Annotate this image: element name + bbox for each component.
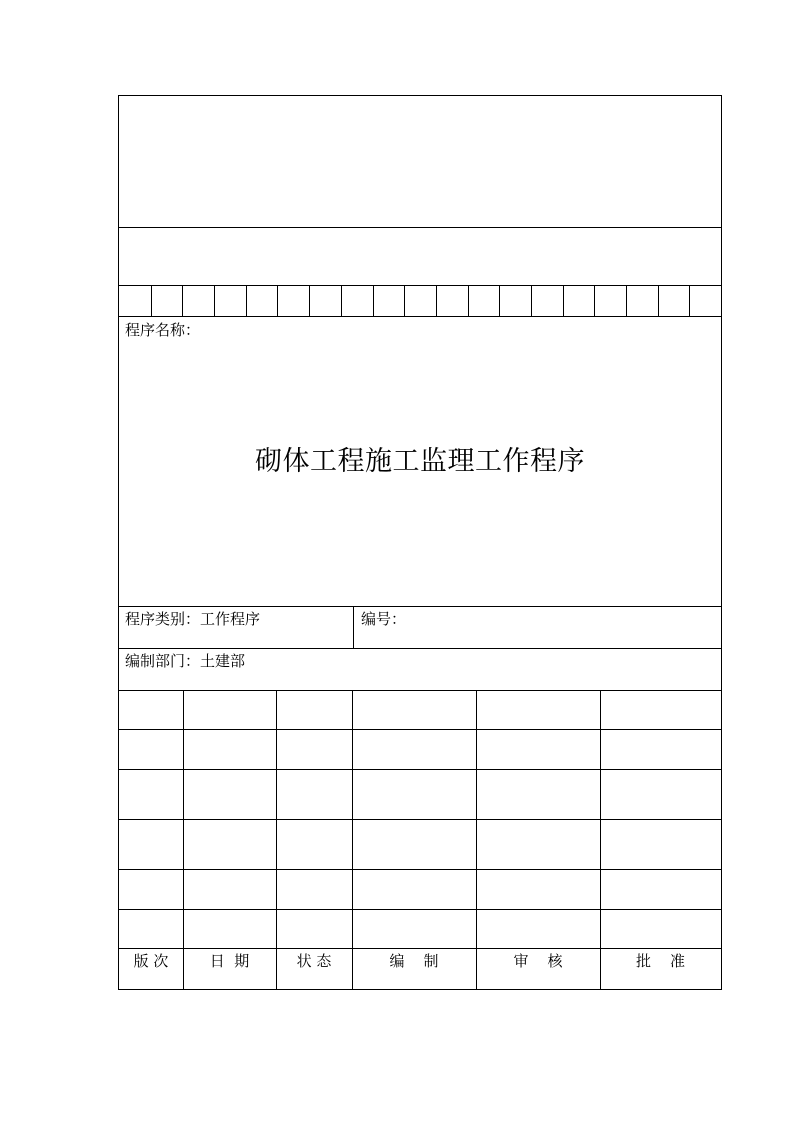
category-number-divider — [353, 606, 354, 648]
stripe-cell-divider — [626, 285, 627, 316]
stripe-cell-divider — [246, 285, 247, 316]
footer-label-approved: 批 准 — [635, 952, 686, 970]
stripe-cell-divider — [309, 285, 310, 316]
footer-label-status: 状 态 — [296, 952, 332, 970]
divider-category-row — [119, 648, 721, 649]
table-row-line — [119, 948, 721, 949]
table-col-line — [276, 690, 277, 989]
stripe-cell-divider — [404, 285, 405, 316]
table-col-line — [476, 690, 477, 989]
stripe-cell-divider — [468, 285, 469, 316]
department: 编制部门：土建部 — [125, 652, 246, 670]
stripe-cell-divider — [658, 285, 659, 316]
document-number-label: 编号： — [361, 610, 407, 628]
table-col-line — [352, 690, 353, 989]
stripe-cell-divider — [341, 285, 342, 316]
table-row-line — [119, 869, 721, 870]
footer-label-reviewed: 审 核 — [513, 952, 563, 970]
table-col-line — [600, 690, 601, 989]
divider-department-row — [119, 690, 721, 691]
footer-label-revision: 版 次 — [133, 952, 169, 970]
stripe-cell-divider — [436, 285, 437, 316]
divider-title-area — [119, 606, 721, 607]
table-row-line — [119, 769, 721, 770]
stripe-cell-divider — [151, 285, 152, 316]
stripe-cell-divider — [214, 285, 215, 316]
stripe-cell-divider — [499, 285, 500, 316]
stripe-cell-divider — [182, 285, 183, 316]
footer-label-prepared: 编 制 — [389, 952, 439, 970]
program-category: 程序类别：工作程序 — [125, 610, 261, 628]
footer-label-date: 日 期 — [209, 952, 250, 970]
document-form — [118, 95, 722, 990]
stripe-cell-divider — [531, 285, 532, 316]
document-title: 砌体工程施工监理工作程序 — [255, 446, 585, 477]
divider-stripe-top — [119, 285, 721, 286]
divider-stripe-bottom — [119, 316, 721, 317]
table-row-line — [119, 909, 721, 910]
table-row-line — [119, 819, 721, 820]
stripe-cell-divider — [689, 285, 690, 316]
stripe-cell-divider — [594, 285, 595, 316]
stripe-cell-divider — [277, 285, 278, 316]
divider-top-box — [119, 227, 721, 228]
program-name-label: 程序名称： — [125, 321, 201, 339]
table-col-line — [183, 690, 184, 989]
stripe-cell-divider — [373, 285, 374, 316]
table-row-line — [119, 729, 721, 730]
stripe-cell-divider — [563, 285, 564, 316]
